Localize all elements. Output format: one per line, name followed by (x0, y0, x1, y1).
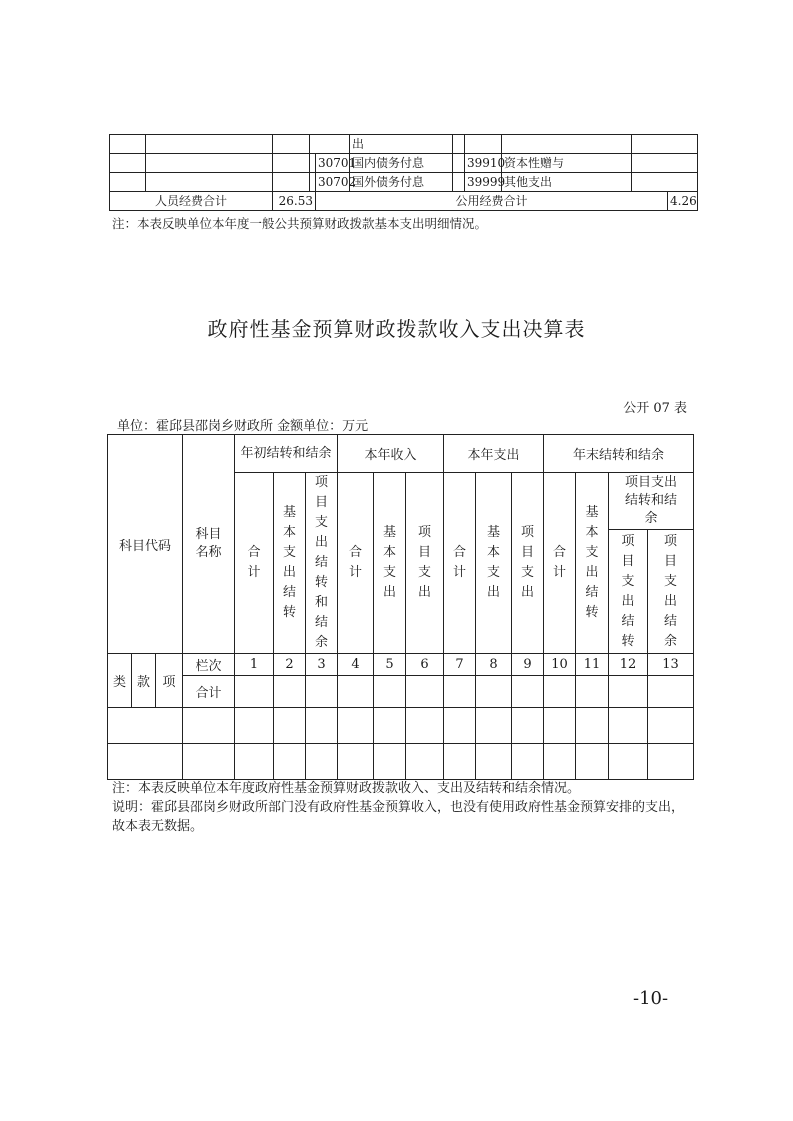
end-basic-text: 基本支出结转 (585, 505, 599, 620)
begin-total-text: 合计 (247, 545, 261, 580)
expense-basic-header (476, 473, 512, 654)
expense-header: 本年支出 (444, 435, 544, 473)
total-row (108, 676, 694, 708)
col-number: 5 (374, 654, 406, 676)
name-cell: 其他支出 (502, 173, 632, 192)
end-project-carry-text: 项目支出结转 (621, 533, 635, 649)
page-number: -10- (633, 988, 669, 1009)
code-cell: 39910 (465, 154, 502, 173)
subject-name-text: 科目名称 (195, 527, 222, 560)
expense-project-header (512, 473, 544, 654)
top-note: 注：本表反映单位本年度一般公共预算财政拨款基本支出明细情况。 (112, 216, 488, 231)
expense-basic-text: 基本支出 (486, 525, 500, 600)
begin-basic-text: 基本支出结转 (282, 505, 296, 620)
col-number: 8 (476, 654, 512, 676)
column-number-row (108, 654, 694, 676)
table-row (110, 135, 698, 154)
code-cell: 30702 (316, 173, 350, 192)
public-total-value: 4.26 (668, 192, 698, 211)
col-number: 7 (444, 654, 476, 676)
footer-notes (112, 779, 692, 836)
col-number: 11 (576, 654, 609, 676)
end-project-carry-header (609, 530, 648, 654)
begin-total-header (235, 473, 274, 654)
col-number: 13 (648, 654, 694, 676)
code-cell: 30701 (316, 154, 350, 173)
lei-label: 类 (108, 654, 132, 708)
expense-total-text: 合计 (452, 545, 466, 580)
name-cell: 国外债务付息 (350, 173, 453, 192)
table-row (108, 708, 694, 744)
xiang-label: 项 (156, 654, 183, 708)
begin-balance-header (235, 435, 338, 473)
public-total-label: 公用经费合计 (316, 192, 668, 211)
name-cell: 出 (350, 135, 453, 154)
income-basic-header (374, 473, 406, 654)
unit-line: 单位：霍邱县邵岗乡财政所 金额单位：万元 (117, 419, 369, 434)
end-project-group-text: 项目支出结转和结余 (624, 475, 677, 527)
form-number: 公开 07 表 (623, 401, 687, 416)
begin-balance-text: 年初结转和结余 (240, 445, 332, 461)
income-total-header (338, 473, 374, 654)
name-cell: 资本性赠与 (502, 154, 632, 173)
begin-project-header (306, 473, 338, 654)
subject-name-header (183, 435, 235, 654)
col-number: 6 (406, 654, 444, 676)
end-basic-header (576, 473, 609, 654)
code-cell: 39999 (465, 173, 502, 192)
expense-total-header (444, 473, 476, 654)
footer-explanation: 说明：霍邱县邵岗乡财政所部门没有政府性基金预算收入，也没有使用政府性基金预算安排的支出，故本表无数据。 (112, 800, 685, 834)
basic-expense-detail-table-fragment (109, 134, 698, 211)
end-project-balance-header (648, 530, 694, 654)
income-basic-text: 基本支出 (382, 525, 396, 600)
lanci-label: 栏次 (183, 654, 235, 676)
col-number: 3 (306, 654, 338, 676)
end-project-balance-text: 项目支出结余 (663, 533, 677, 649)
end-total-text: 合计 (552, 545, 566, 580)
begin-project-text: 项目支出结转和结余 (314, 475, 328, 650)
income-project-header (406, 473, 444, 654)
col-number: 1 (235, 654, 274, 676)
begin-basic-header (274, 473, 306, 654)
col-number: 2 (274, 654, 306, 676)
end-balance-header: 年末结转和结余 (544, 435, 694, 473)
table-row (110, 173, 698, 192)
table-row (108, 744, 694, 780)
income-header: 本年收入 (338, 435, 444, 473)
heji-label: 合计 (183, 676, 235, 708)
subject-code-text: 科目代码 (118, 538, 171, 554)
fund-budget-table (107, 434, 694, 780)
col-number: 4 (338, 654, 374, 676)
end-project-group-header (609, 473, 694, 530)
name-cell: 国内债务付息 (350, 154, 453, 173)
subject-code-header (108, 435, 183, 654)
personnel-total-label: 人员经费合计 (110, 192, 273, 211)
personnel-total-value: 26.53 (273, 192, 316, 211)
income-project-text: 项目支出 (417, 525, 431, 600)
footer-note: 注：本表反映单位本年度政府性基金预算财政拨款收入、支出及结转和结余情况。 (112, 781, 581, 796)
col-number: 12 (609, 654, 648, 676)
page-title: 政府性基金预算财政拨款收入支出决算表 (207, 317, 586, 341)
col-number: 9 (512, 654, 544, 676)
income-total-text: 合计 (348, 545, 362, 580)
end-total-header (544, 473, 576, 654)
table-row (110, 154, 698, 173)
kuan-label: 款 (132, 654, 156, 708)
header-row-1 (108, 435, 694, 473)
col-number: 10 (544, 654, 576, 676)
expense-project-text: 项目支出 (520, 525, 534, 600)
totals-row (110, 192, 698, 211)
